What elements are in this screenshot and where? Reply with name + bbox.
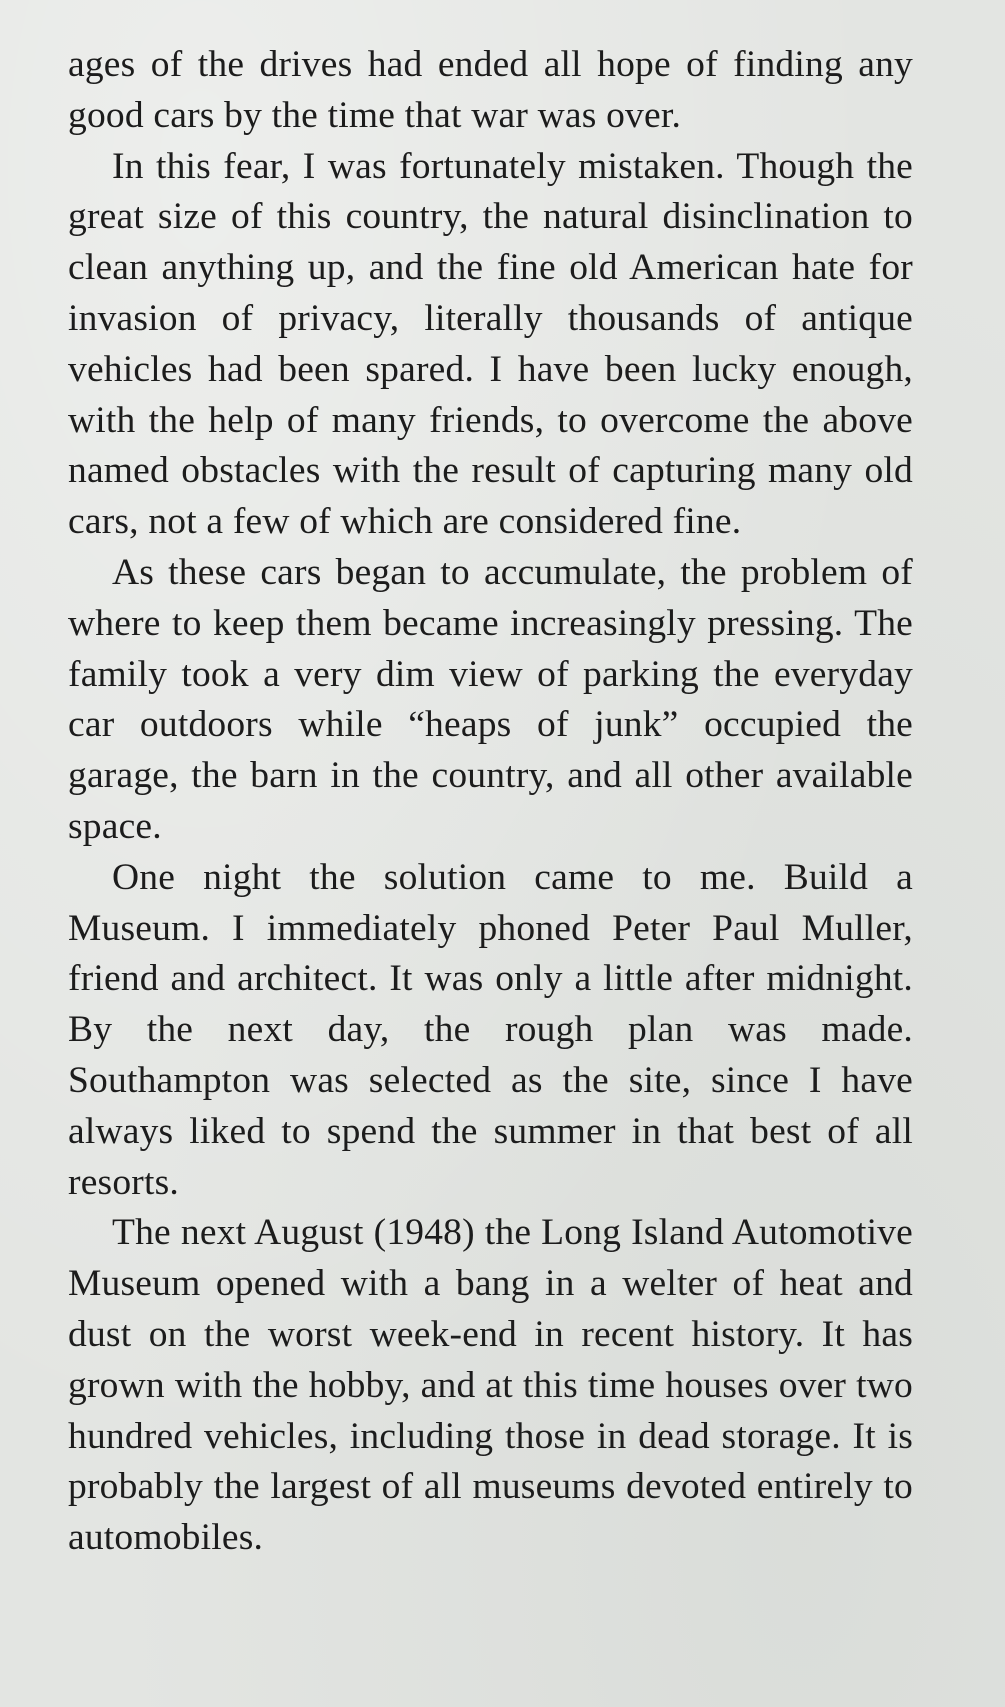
paragraph-museum-opened: The next August (1948) the Long Island Automotive Museum opened with a bang in a welter of heat and dust on the worst week-end in recent history. It has grown with the hobby, and at this time houses over two hundred vehicles, including those in dead storage. It is probably the largest of all museums devoted entirely to automobiles. xyxy=(68,1212,913,1559)
paragraph-cars-accumulate: As these cars began to accumulate, the problem of where to keep them became increasingly pressing. The family took a very dim view of parking the everyday car outdoors while “heaps of junk” occupied the garage, the barn in the country, and all other available space. xyxy=(68,551,913,847)
body-text xyxy=(68,40,913,1564)
paragraph-build-museum: One night the solution came to me. Build a Museum. I immediately phoned Peter Paul Muller, friend and architect. It was only a little after midnight. By the next day, the rough plan was made. Southampton was selected as the site, since I have always liked to spend the summer in that best of all resorts. xyxy=(68,856,913,1203)
paragraph-fortunately-mistaken: In this fear, I was fortunately mistaken. Though the great size of this country, the natural disinclination to clean anything up, and the fine old American hate for invasion of privacy, literally thousands of antique vehicles had been spared. I have been lucky enough, with the help of many friends, to overcome the above named obstacles with the result of capturing many old cars, not a few of which are considered fine. xyxy=(68,145,913,543)
paragraph-continuation: ages of the drives had ended all hope of finding any good cars by the time that war was over. xyxy=(68,44,913,136)
